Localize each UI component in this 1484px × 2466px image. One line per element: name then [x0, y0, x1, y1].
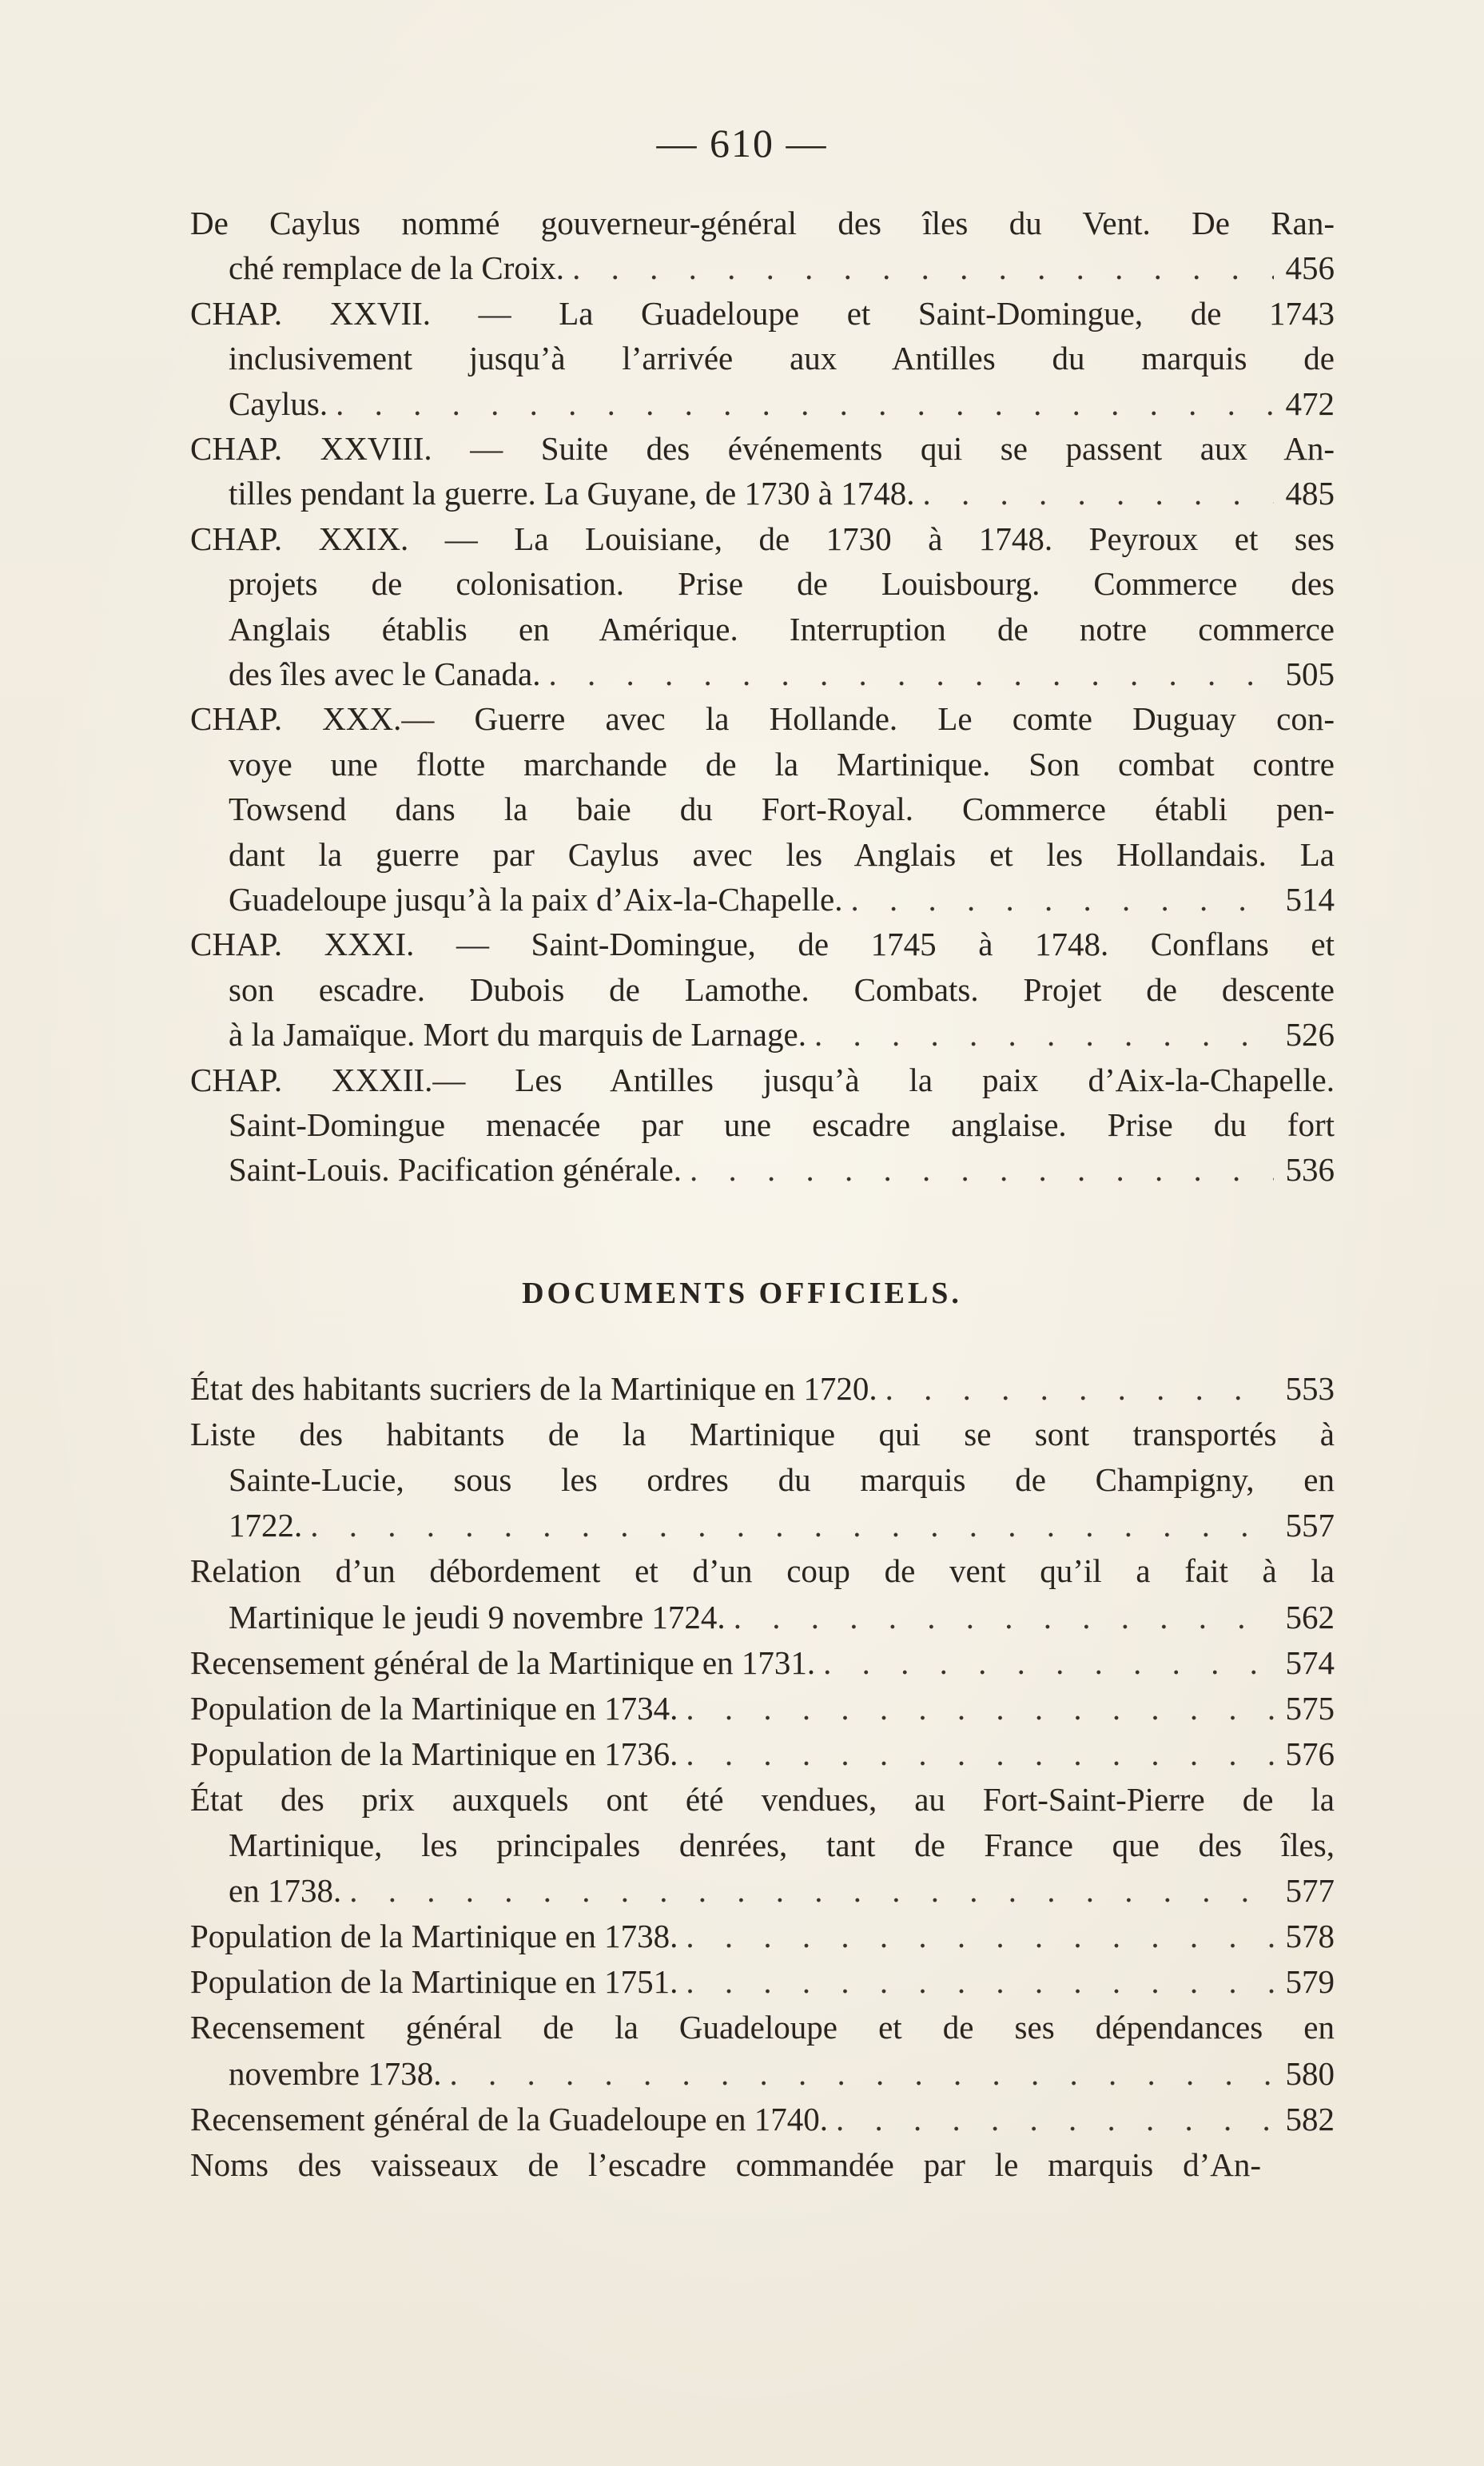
- page-reference: 514: [1285, 881, 1335, 918]
- toc-entry-text: novembre 1738.: [229, 2054, 442, 2092]
- toc-entry-first-line: [190, 1367, 1335, 1410]
- page-reference: 574: [1285, 1643, 1335, 1681]
- toc-entry-first-line: [190, 1058, 1335, 1102]
- toc-entry-continuation-line: [229, 382, 1335, 425]
- toc-entry-text: voye une flotte marchande de la Martinique. Son combat contre: [229, 745, 1335, 783]
- toc-entry-continuation-line: [229, 2052, 1335, 2095]
- dot-leader: [686, 1960, 1274, 2003]
- toc-entry-continuation-line: [229, 833, 1335, 876]
- dot-leader: [814, 1013, 1274, 1056]
- toc-entry-text: État des prix auxquels ont été vendues, au Fort-Saint-Pierre de la: [190, 1780, 1335, 1818]
- page-number: — 610 —: [656, 121, 828, 165]
- toc-entry-first-line: [190, 2006, 1335, 2049]
- dot-leader: [449, 2052, 1274, 2095]
- page-reference: 575: [1285, 1689, 1335, 1727]
- toc-entry-first-line: [190, 1732, 1335, 1775]
- toc-entry-first-line: [190, 1778, 1335, 1821]
- toc-entry-text: Recensement général de la Guadeloupe en 1740.: [190, 2100, 829, 2137]
- dot-leader: [572, 246, 1274, 289]
- page-reference: 576: [1285, 1735, 1335, 1772]
- toc-entry-first-line: [190, 292, 1335, 335]
- dot-leader: [336, 382, 1274, 425]
- toc-entry-first-line: [190, 1549, 1335, 1592]
- toc-entry-text: CHAP. XXX.— Guerre avec la Hollande. Le comte Duguay con-: [190, 700, 1335, 738]
- toc-entry-text: inclusivement jusqu’à l’arrivée aux Antilles du marquis de: [229, 340, 1335, 377]
- toc-entry-text: Saint-Domingue menacée par une escadre anglaise. Prise du fort: [229, 1106, 1335, 1143]
- dot-leader: [823, 1641, 1274, 1684]
- toc-entry-text: des îles avec le Canada.: [229, 655, 541, 692]
- toc-entry-first-line: [190, 1687, 1335, 1730]
- toc-entry-first-line: [190, 201, 1335, 245]
- toc-entry-text: Towsend dans la baie du Fort-Royal. Commerce établi pen-: [229, 791, 1335, 828]
- toc-entry-continuation-line: [229, 1869, 1335, 1912]
- dot-leader: [885, 1367, 1274, 1410]
- toc-entry-continuation-line: [229, 1596, 1335, 1639]
- toc-entry-text: État des habitants sucriers de la Martinique en 1720.: [190, 1370, 877, 1407]
- toc-entry-text: Recensement général de la Martinique en 1731.: [190, 1643, 816, 1681]
- dot-leader: [836, 2097, 1274, 2141]
- toc-entry-first-line: [190, 1641, 1335, 1684]
- toc-entry-continuation-line: [229, 608, 1335, 651]
- toc-entry-text: Saint-Louis. Pacification générale.: [229, 1151, 682, 1189]
- toc-entry-first-line: [190, 2143, 1261, 2186]
- toc-entry-text: dant la guerre par Caylus avec les Anglais et les Hollandais. La: [229, 835, 1335, 873]
- page-reference: 456: [1285, 249, 1335, 287]
- toc-entry-text: Liste des habitants de la Martinique qui se sont transportés à: [190, 1416, 1335, 1453]
- dot-leader: [734, 1596, 1274, 1639]
- toc-entry-text: Martinique, les principales denrées, tant de France que des îles,: [229, 1827, 1335, 1863]
- toc-entry-text: son escadre. Dubois de Lamothe. Combats. Projet de descente: [229, 970, 1335, 1008]
- page-reference: 580: [1285, 2054, 1335, 2092]
- page-reference: 536: [1285, 1151, 1335, 1189]
- page-reference: 562: [1285, 1598, 1335, 1635]
- toc-entry-text: Population de la Martinique en 1751.: [190, 1963, 678, 2001]
- toc-entry-first-line: [190, 2097, 1335, 2141]
- toc-entry-continuation-line: [229, 1103, 1335, 1146]
- toc-entry-text: en 1738.: [229, 1872, 342, 1910]
- toc-entry-text: CHAP. XXXII.— Les Antilles jusqu’à la paix d’Aix-la-Chapelle.: [190, 1061, 1335, 1098]
- toc-entry-continuation-line: [229, 787, 1335, 831]
- toc-entry-text: Population de la Martinique en 1736.: [190, 1735, 678, 1772]
- toc-entry-text: Martinique le jeudi 9 novembre 1724.: [229, 1598, 726, 1635]
- dot-leader: [922, 472, 1274, 515]
- toc-entry-text: CHAP. XXIX. — La Louisiane, de 1730 à 1748. Peyroux et ses: [190, 520, 1335, 557]
- toc-entry-continuation-line: [229, 1823, 1335, 1866]
- page-reference: 472: [1285, 384, 1335, 422]
- dot-leader: [690, 1148, 1274, 1191]
- page-reference: 553: [1285, 1370, 1335, 1407]
- toc-entry-text: Caylus.: [229, 384, 328, 422]
- toc-entry-text: CHAP. XXVIII. — Suite des événements qui se passent aux An-: [190, 430, 1335, 467]
- toc-entry-first-line: [190, 517, 1335, 560]
- toc-entry-continuation-line: [229, 1458, 1335, 1501]
- toc-entry-first-line: [190, 697, 1335, 740]
- dot-leader: [686, 1732, 1274, 1775]
- toc-entry-continuation-line: [229, 652, 1335, 695]
- toc-entry-continuation-line: [229, 743, 1335, 786]
- toc-entry-text: à la Jamaïque. Mort du marquis de Larnage.: [229, 1016, 806, 1054]
- page-reference: 526: [1285, 1016, 1335, 1054]
- toc-entry-first-line: [190, 922, 1335, 966]
- page-reference: 505: [1285, 655, 1335, 692]
- page-reference: 577: [1285, 1872, 1335, 1910]
- toc-entry-text: ché remplace de la Croix.: [229, 249, 565, 287]
- toc-entry-continuation-line: [229, 1148, 1335, 1191]
- toc-entry-text: CHAP. XXXI. — Saint-Domingue, de 1745 à 1748. Conflans et: [190, 926, 1335, 963]
- toc-entry-text: Population de la Martinique en 1738.: [190, 1918, 678, 1955]
- dot-leader: [686, 1914, 1274, 1958]
- page-reference: 582: [1285, 2100, 1335, 2137]
- toc-entry-first-line: [190, 1960, 1335, 2003]
- page-reference: 485: [1285, 475, 1335, 512]
- toc-entry-continuation-line: [229, 337, 1335, 380]
- dot-leader: [349, 1869, 1274, 1912]
- dot-leader: [851, 878, 1275, 921]
- toc-entry-continuation-line: [229, 878, 1335, 921]
- toc-entry-continuation-line: [229, 968, 1335, 1011]
- toc-entry-text: De Caylus nommé gouverneur-général des îles du Vent. De Ran-: [190, 205, 1335, 241]
- toc-entry-first-line: [190, 1412, 1335, 1456]
- toc-entry-text: Population de la Martinique en 1734.: [190, 1689, 678, 1727]
- toc-entry-text: Anglais établis en Amérique. Interruption de notre commerce: [229, 610, 1335, 647]
- toc-entry-text: projets de colonisation. Prise de Louisbourg. Commerce des: [229, 565, 1335, 603]
- toc-entry-text: tilles pendant la guerre. La Guyane, de 1730 à 1748.: [229, 475, 915, 512]
- toc-entry-first-line: [190, 427, 1335, 470]
- toc-entry-text: Noms des vaisseaux de l’escadre commandée par le marquis d’An-: [190, 2145, 1261, 2183]
- dot-leader: [548, 652, 1274, 695]
- toc-entry-continuation-line: [229, 246, 1335, 289]
- page-reference: 579: [1285, 1963, 1335, 2001]
- toc-entry-text: Sainte-Lucie, sous les ordres du marquis de Champigny, en: [229, 1461, 1335, 1499]
- page-reference: 557: [1285, 1507, 1335, 1544]
- toc-entry-text: Relation d’un débordement et d’un coup de vent qu’il a fait à la: [190, 1552, 1335, 1590]
- toc-entry-text: CHAP. XXVII. — La Guadeloupe et Saint-Domingue, de 1743: [190, 294, 1335, 332]
- toc-entry-text: Recensement général de la Guadeloupe et de ses dépendances en: [190, 2009, 1335, 2046]
- documents-heading: DOCUMENTS OFFICIELS.: [522, 1277, 962, 1310]
- toc-entry-continuation-line: [229, 472, 1335, 515]
- dot-leader: [686, 1687, 1274, 1730]
- toc-entry-continuation-line: [229, 1013, 1335, 1056]
- toc-entry-continuation-line: [229, 1504, 1335, 1547]
- toc-entry-first-line: [190, 1914, 1335, 1958]
- toc-entry-continuation-line: [229, 562, 1335, 605]
- page-reference: 578: [1285, 1918, 1335, 1955]
- toc-entry-text: 1722.: [229, 1507, 303, 1544]
- dot-leader: [310, 1504, 1274, 1547]
- toc-entry-text: Guadeloupe jusqu’à la paix d’Aix-la-Chapelle.: [229, 881, 843, 918]
